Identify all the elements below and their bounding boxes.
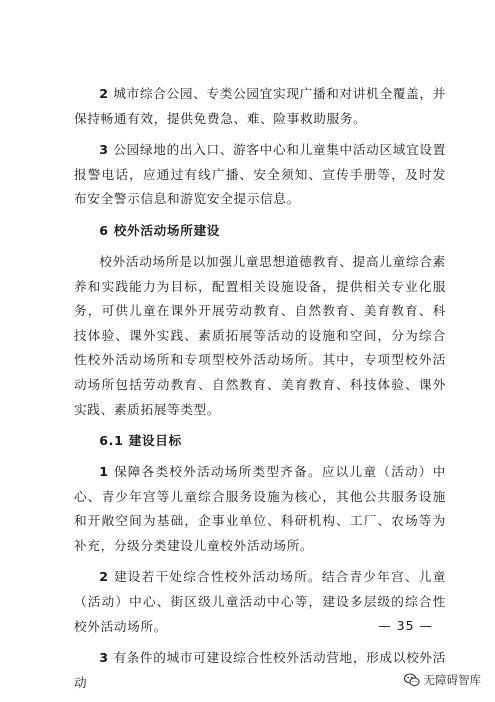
paragraph [74,646,446,695]
heading-text: 建设目标 [128,432,182,448]
paragraph [74,82,446,131]
heading-number: 6.1 [99,432,124,448]
paragraph-text: 保障各类校外活动场所类型齐备。应以儿童（活动）中心、青少年宫等儿童综合服务设施为核心，其他公共服务设施和开敞空间为基础，企事业单位、科研机构、工厂、农场等为补充，分级分类建设儿童校外活动场所。 [74,464,446,554]
item-number: 3 [99,650,109,666]
body-text [74,82,446,702]
page-number: — 35 — [378,618,433,633]
paragraph-text: 有条件的城市可建设综合性校外活动营地，形成以校外活动 [74,650,446,690]
item-number: 2 [99,86,109,101]
paragraph [74,138,446,212]
section-heading [74,429,446,454]
paragraph [74,250,446,422]
paragraph-text: 校外活动场所是以加强儿童思想道德教育、提高儿童综合素养和实践能力为目标，配置相关设施设备，提供相关专业化服务，可供儿童在课外开展劳动教育、自然教育、美育教育、科技体验、课外实践、素质拓展等活动的设施和空间，分为综合性校外活动场所和专项型校外活动场所。其中，专项型校外活动场所包括劳动教育、自然教育、美育教育、科技体验、课外实践、素质拓展等类型。 [74,253,446,417]
paragraph-text: 城市综合公园、专类公园宜实现广播和对讲机全覆盖，并保持畅通有效，提供免费急、难、险事救助服务。 [74,86,446,126]
watermark-text: 无障碍智库 [423,673,481,687]
watermark [404,672,482,688]
paragraph [74,460,446,558]
wechat-icon [404,673,420,687]
item-number: 3 [99,141,109,157]
section-heading [74,219,446,244]
heading-text: 校外活动场所建设 [113,222,221,238]
paragraph-text: 公园绿地的出入口、游客中心和儿童集中活动区域宜设置报警电话，应通过有线广播、安全须知、宣传手册等，及时发布安全警示信息和游览安全提示信息。 [74,141,446,207]
heading-number: 6 [99,222,109,238]
item-number: 1 [99,464,109,480]
paragraph-text: 建设若干处综合性校外活动场所。结合青少年宫、儿童（活动）中心、街区级儿童活动中心等，建设多层级的综合性校外活动场所。 [74,569,446,634]
item-number: 2 [99,569,109,585]
